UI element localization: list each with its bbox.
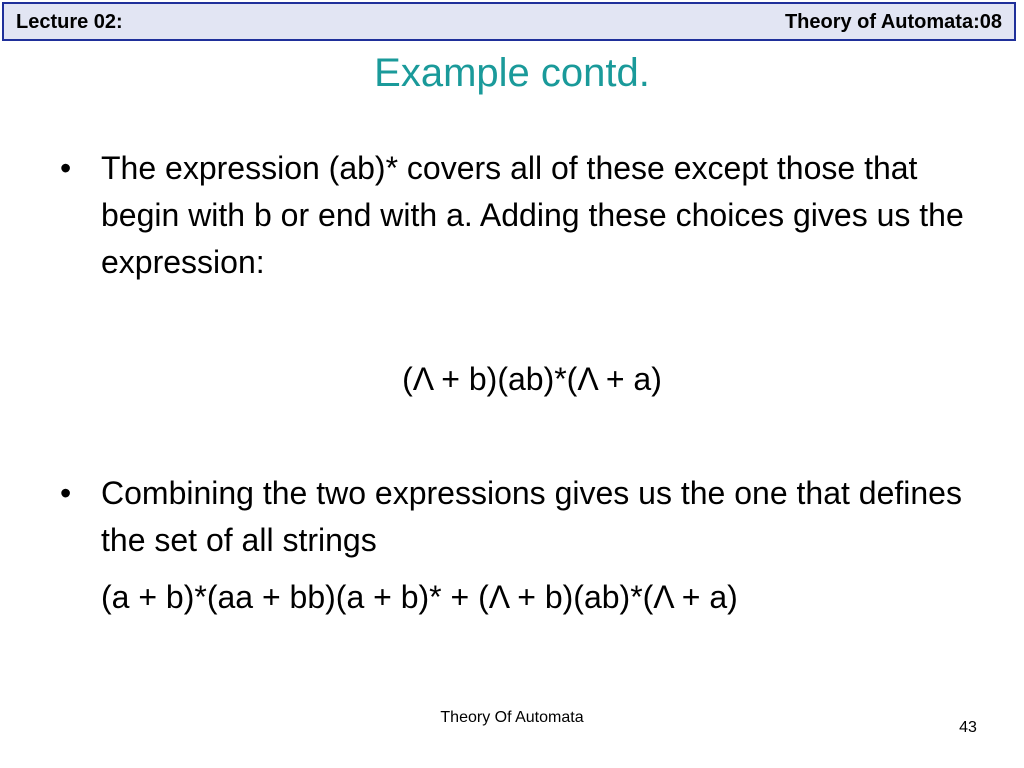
page-number: 43	[959, 719, 977, 736]
course-label: Theory of Automata:08	[784, 11, 1002, 33]
bullet-text: Combining the two expressions gives us the one that defines the set of all strings	[101, 475, 962, 558]
regular-expression-1: (Λ + b)(ab)*(Λ + a)	[402, 361, 662, 397]
slide-title: Example contd.	[374, 51, 650, 95]
bullet-marker: •	[60, 150, 72, 186]
bullet-marker: •	[60, 475, 72, 511]
footer-title: Theory Of Automata	[440, 709, 584, 726]
bullet-text: The expression (ab)* covers all of these except those that begin with b or end with a. Adding these choices gives us the expression:	[101, 150, 964, 280]
slide-header-bar	[2, 2, 1016, 41]
lecture-label: Lecture 02:	[16, 11, 123, 33]
regular-expression-2: (a + b)*(aa + bb)(a + b)* + (Λ + b)(ab)*(Λ + a)	[101, 579, 738, 615]
